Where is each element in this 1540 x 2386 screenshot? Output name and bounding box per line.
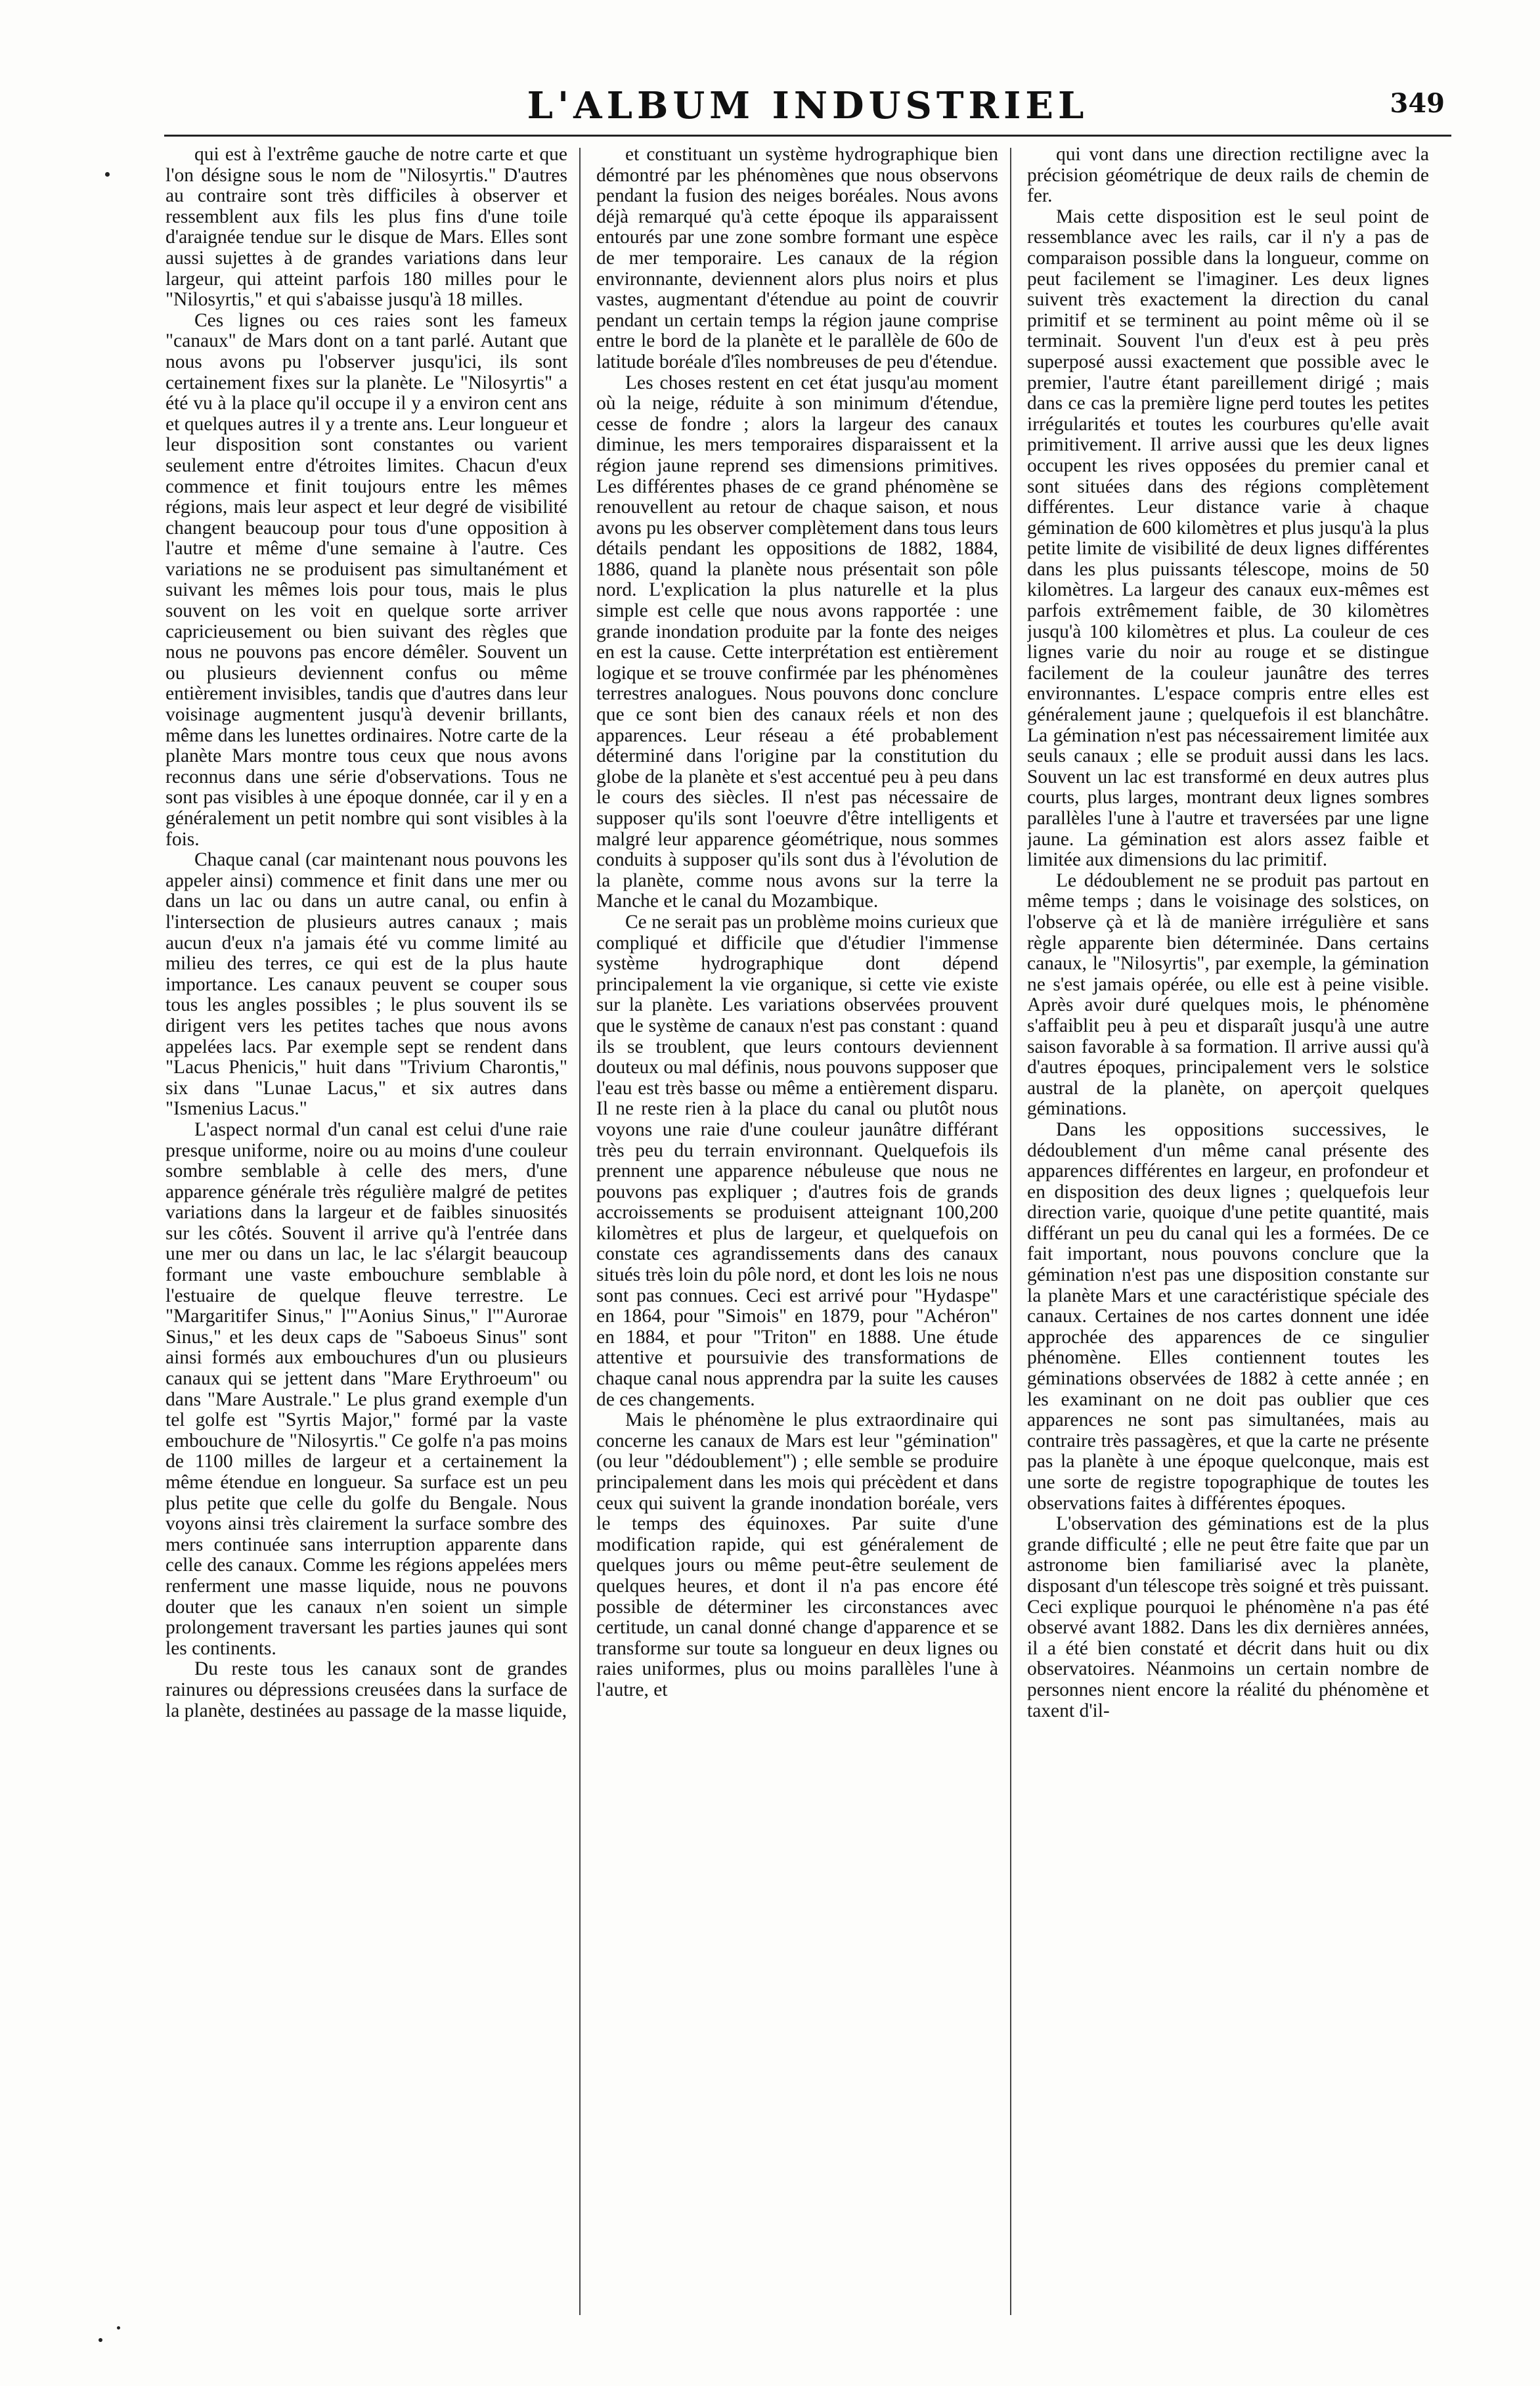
paragraph: L'observation des géminations est de la plus grande difficulté ; elle ne peut être faite que par un astronome bien familiarisé avec la planète, disposant d'un télescope très soigné et très puissant. Ceci explique pourquoi le phénomène n'a pas été observé avant 1882. Dans les dix dernières années, il a été bien constaté et décrit dans huit ou dix observatoires. Néanmoins un certain nombre de personnes nient encore la réalité du phénomène et taxent d'il- <box>1027 1513 1429 1721</box>
paragraph: et constituant un système hydrographique bien démontré par les phénomènes que nous observons pendant la fusion des neiges boréales. Nous avons déjà remarqué qu'à cette époque ils apparaissent entourés par une zone sombre formant une espèce de mer temporaire. Les canaux de la région environnante, deviennent alors plus noirs et plus vastes, augmentant d'étendue au point de couvrir pendant un certain temps la région jaune comprise entre le bord de la planète et le parallèle de 60o de latitude boréale d'îles nombreuses de peu d'étendue. <box>596 144 998 372</box>
paragraph: qui vont dans une direction rectiligne avec la précision géométrique de deux rails de chemin de fer. <box>1027 144 1429 207</box>
paragraph: Du reste tous les canaux sont de grandes rainures ou dépressions creusées dans la surface de la planète, destinées au passage de la masse liquide, <box>165 1658 567 1721</box>
paragraph: Mais le phénomène le plus extraordinaire qui concerne les canaux de Mars est leur "gémination" (ou leur "dédoublement") ; elle semble se produire principalement dans les mois qui précèdent et dans ceux qui suivent la grande inondation boréale, vers le temps des équinoxes. Par suite d'une modification rapide, qui est généralement de quelques jours ou même peut-être seulement de quelques heures, et dont il n'a pas encore été possible de déterminer les circonstances avec certitude, un canal donné change d'apparence et se transforme sur toute sa longueur en deux lignes ou raies uniformes, plus ou moins parallèles l'une à l'autre, et <box>596 1409 998 1700</box>
print-speck <box>99 2338 102 2342</box>
text-column-2 <box>596 144 998 2318</box>
paragraph: Chaque canal (car maintenant nous pouvons les appeler ainsi) commence et finit dans une mer ou dans un lac ou dans un autre canal, ou enfin à l'intersection de plusieurs autres canaux ; mais aucun d'eux n'a jamais été vu comme limité au milieu des terres, ce qui est de la plus haute importance. Les canaux peuvent se couper sous tous les angles possibles ; le plus souvent ils se dirigent vers les petites taches que nous avons appelées lacs. Par exemple sept se rendent dans "Lacus Phenicis," huit dans "Trivium Charontis," six dans "Lunae Lacus," et six autres dans "Ismenius Lacus." <box>165 849 567 1120</box>
page-number: 349 <box>1390 88 1445 119</box>
print-speck <box>105 172 110 177</box>
paragraph: Dans les oppositions successives, le dédoublement d'un même canal présente des apparences différentes en largeur, en profondeur et en disposition des deux lignes ; quelquefois leur direction varie, quoique d'une petite quantité, mais différant un peu du canal qui les a formées. De ce fait important, nous pouvons conclure que la gémination n'est pas une disposition constante sur la planète Mars et une caractéristique spéciale des canaux. Certaines de nos cartes donnent une idée approchée des apparences de ce singulier phénomène. Elles contiennent toutes les géminations observées de 1882 à cette année ; en les examinant on ne doit pas oublier que ces apparences ne sont pas simultanées, mais au contraire très passagères, et que la carte ne présente pas la planète à une époque quelconque, mais est une sorte de registre topographique de toutes les observations faites à différentes époques. <box>1027 1118 1429 1514</box>
paragraph: Ce ne serait pas un problème moins curieux que compliqué et difficile que d'étudier l'immense système hydrographique dont dépend principalement la vie organique, si cette vie existe sur la planète. Les variations observées prouvent que le système de canaux n'est pas constant : quand ils se troublent, que leurs contours deviennent douteux ou mal définis, nous pouvons supposer que l'eau est très basse ou même a entièrement disparu. Il ne reste rien à la place du canal ou plutôt nous voyons une raie d'une couleur jaunâtre différant très peu du terrain environnant. Quelquefois ils prennent une apparence nébuleuse que nous ne pouvons pas expliquer ; d'autres fois de grands accroissements se produisent atteignant 100,200 kilomètres et plus de largeur, et quelquefois on constate ces agrandissements dans des canaux situés très loin du pôle nord, et dont les lois ne nous sont pas connues. Ceci est arrivé pour "Hydaspe" en 1864, pour "Simois" en 1879, pour "Achéron" en 1884, et pour "Triton" en 1888. Une étude attentive et poursuivie des transformations de chaque canal nous apprendra par la suite les causes de ces changements. <box>596 911 998 1410</box>
text-column-1 <box>165 144 567 2318</box>
header-rule <box>164 135 1451 137</box>
paragraph: Mais cette disposition est le seul point de ressemblance avec les rails, car il n'y a pas de comparaison possible dans la longueur, comme on peut facilement se l'imaginer. Les deux lignes suivent très exactement la direction du canal primitif et se terminent au point même où il se terminait. Souvent l'un d'eux est à peu près superposé aussi exactement que possible avec le premier, l'autre étant pareillement dirigé ; mais dans ce cas la première ligne perd toutes les petites irrégularités et toutes les courbures qu'elle avait primitivement. Il arrive aussi que les deux lignes occupent les rives opposées du premier canal et sont situées dans des régions complètement différentes. Leur distance varie à chaque gémination de 600 kilomètres et plus jusqu'à la plus petite limite de visibilité de deux lignes différentes dans les plus puissants télescope, moins de 50 kilomètres. La largeur des canaux eux-mêmes est parfois extrêmement faible, de 30 kilomètres jusqu'à 100 kilomètres et plus. La couleur de ces lignes varie du noir au rouge et se distingue facilement de la couleur jaunâtre des terres environnantes. L'espace compris entre elles est généralement jaune ; quelquefois il est blanchâtre. La gémination n'est pas nécessairement limitée aux seuls canaux ; elle se produit aussi dans les lacs. Souvent un lac est transformé en deux autres plus courts, plus larges, montrant deux lignes sombres parallèles l'une à l'autre et traversées par une ligne jaune. La gémination est alors assez faible et limitée aux dimensions du lac primitif. <box>1027 206 1429 871</box>
page-header <box>164 84 1451 130</box>
paragraph: Ces lignes ou ces raies sont les fameux "canaux" de Mars dont on a tant parlé. Autant que nous avons pu l'observer jusqu'ici, ils sont certainement fixes sur la planète. Le "Nilosyrtis" a été vu à la place qu'il occupe il y a environ cent ans et quelques autres il y a trente ans. Leur longueur et leur disposition sont constantes ou varient seulement entre d'étroites limites. Chacun d'eux commence et finit toujours entre les mêmes régions, mais leur aspect et leur degré de visibilité changent beaucoup pour tous d'une opposition à l'autre et même d'une semaine à l'autre. Ces variations ne se produisent pas simultanément et suivant les mêmes lois pour tous, mais le plus souvent on les voit en quelque sorte arriver capricieusement ou bien suivant des règles que nous ne pouvons pas encore démêler. Souvent un ou plusieurs deviennent confus ou même entièrement invisibles, tandis que d'autres dans leur voisinage augmentent jusqu'à devenir brillants, même dans les lunettes ordinaires. Notre carte de la planète Mars montre tous ceux que nous avons reconnus dans une série d'observations. Tous ne sont pas visibles à une époque donnée, car il y en a généralement un petit nombre qui sont visibles à la fois. <box>165 309 567 850</box>
column-divider <box>1010 148 1011 2315</box>
paragraph: Le dédoublement ne se produit pas partout en même temps ; dans le voisinage des solstices, on l'observe çà et là de manière irrégulière et sans règle apparente bien déterminée. Dans certains canaux, le "Nilosyrtis", par exemple, la gémination ne s'est jamais opérée, ou elle est à peine visible. Après avoir duré quelques mois, le phénomène s'affaiblit peu à peu et disparaît jusqu'à une autre saison favorable à sa formation. Il arrive aussi qu'à d'autres époques, principalement vers le solstice austral de la planète, on aperçoit quelques géminations. <box>1027 870 1429 1120</box>
paragraph: L'aspect normal d'un canal est celui d'une raie presque uniforme, noire ou au moins d'une couleur sombre semblable à celle des mers, d'une apparence générale très régulière malgré de petites variations dans la largeur et de faibles sinuosités sur les côtés. Souvent il arrive qu'à l'entrée dans une mer ou dans un lac, le lac s'élargit beaucoup formant une vaste embouchure semblable à l'estuaire de quelque fleuve terrestre. Le "Margaritifer Sinus," l'"Aonius Sinus," l'"Aurorae Sinus," et les deux caps de "Saboeus Sinus" sont ainsi formés aux embouchures d'un ou plusieurs canaux qui se jettent dans "Mare Erythroeum" ou dans "Mare Australe." Le plus grand exemple d'un tel golfe est "Syrtis Major," formé par la vaste embouchure de "Nilosyrtis." Ce golfe n'a pas moins de 1100 milles de largeur et a certainement la même étendue en longueur. Sa surface est un peu plus petite que celle du golfe du Bengale. Nous voyons ainsi très clairement la surface sombre des mers continuée sans interruption apparente dans celle des canaux. Comme les régions appelées mers renferment une masse liquide, nous ne pouvons douter que les canaux n'en soient un simple prolongement traversant les parties jaunes qui sont les continents. <box>165 1118 567 1659</box>
text-column-3 <box>1027 144 1429 2318</box>
running-title: L'ALBUM INDUSTRIEL <box>527 84 1089 127</box>
print-speck <box>117 2326 120 2330</box>
paragraph: qui est à l'extrême gauche de notre carte et que l'on désigne sous le nom de "Nilosyrtis." D'autres au contraire sont très difficiles à observer et ressemblent aux fils les plus fins d'une toile d'araignée tendue sur le disque de Mars. Elles sont aussi sujettes à de grandes variations dans leur largeur, qui atteint parfois 180 milles pour le "Nilosyrtis," et qui s'abaisse jusqu'à 18 milles. <box>165 144 567 311</box>
column-divider <box>579 148 581 2315</box>
paragraph: Les choses restent en cet état jusqu'au moment où la neige, réduite à son minimum d'étendue, cesse de fondre ; alors la largeur des canaux diminue, les mers temporaires disparaissent et la région jaune reprend ses dimensions primitives. Les différentes phases de ce grand phénomène se renouvellent au retour de chaque saison, et nous avons pu les observer complètement dans tous leurs détails pendant les oppositions de 1882, 1884, 1886, quand la planète nous présentait son pôle nord. L'explication la plus naturelle et la plus simple est celle que nous avons rapportée : une grande inondation produite par la fonte des neiges en est la cause. Cette interprétation est entièrement logique et se trouve confirmée par les phénomènes terrestres analogues. Nous pouvons donc conclure que ce sont bien des canaux réels et non des apparences. Leur réseau a été probablement déterminé dans l'origine par la constitution du globe de la planète et s'est accentué peu à peu dans le cours des siècles. Il n'est pas nécessaire de supposer qu'ils sont l'oeuvre d'être intelligents et malgré leur apparence géométrique, nous sommes conduits à supposer qu'ils sont dus à l'évolution de la planète, comme nous avons sur la terre la Manche et le canal du Mozambique. <box>596 372 998 912</box>
